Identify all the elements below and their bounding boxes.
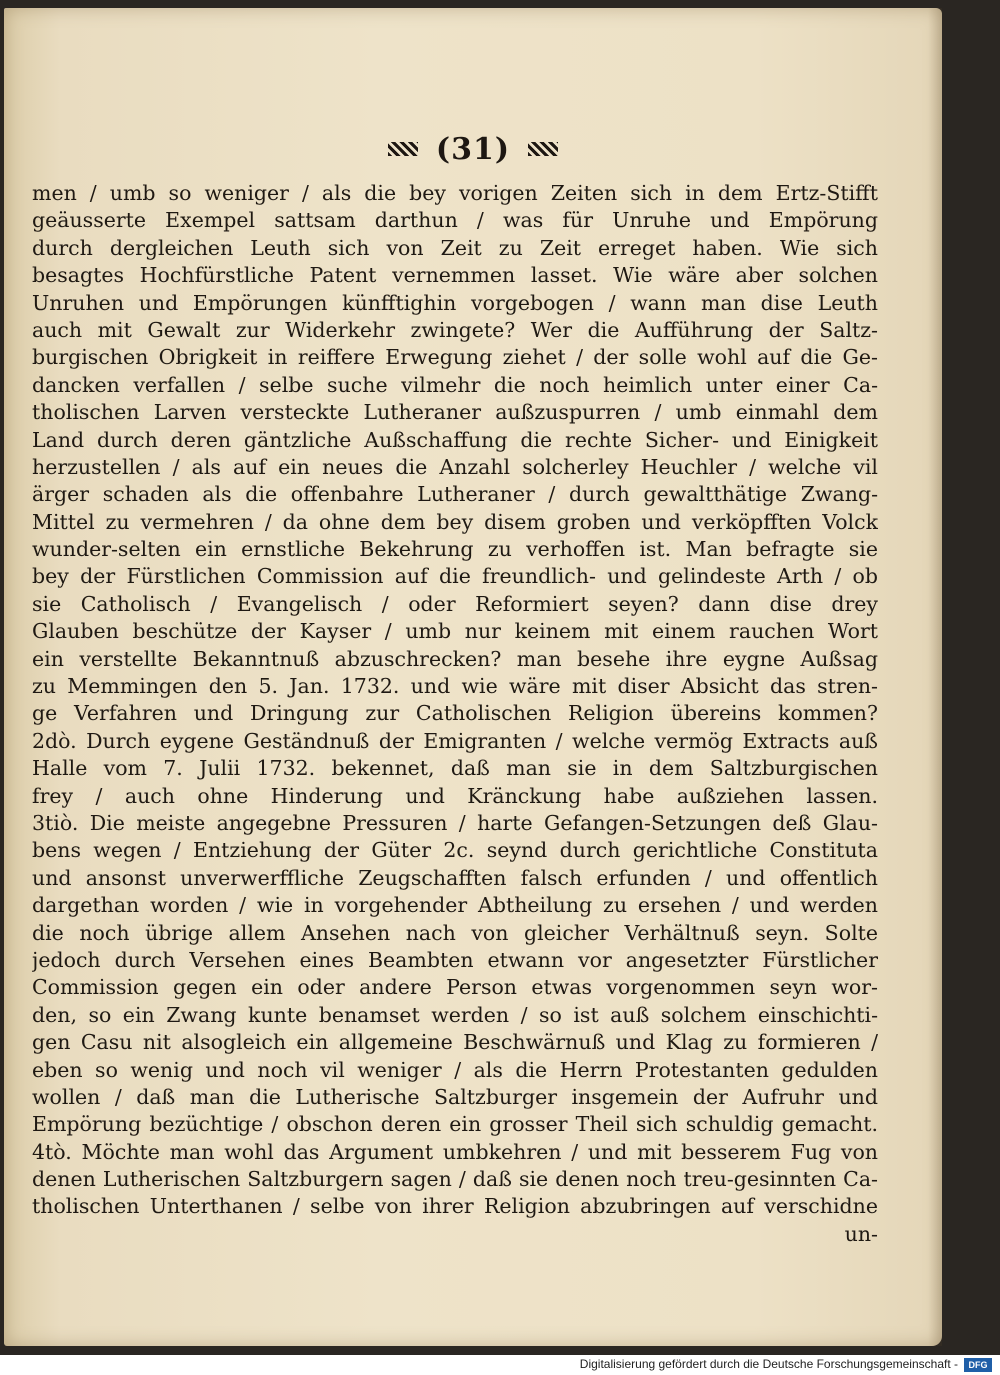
text-line: wollen / daß man die Lutherische Saltzburger insgemein der Aufruhr und <box>32 1084 878 1109</box>
text-line: den, so ein Zwang kunte benamset werden / so ist auß solchem einschichti- <box>32 1002 878 1027</box>
text-line: Mittel zu vermehren / da ohne dem bey disem groben und verköpfften Volck <box>32 509 878 534</box>
text-line: men / umb so weniger / als die bey vorigen Zeiten sich in dem Ertz-Stifft <box>32 181 878 205</box>
text-line: ein verstellte Bekanntnuß abzuschrecken? man besehe ihre eygne Außsag <box>32 646 878 671</box>
text-line: die noch übrige allem Ansehen nach von gleicher Verhältnuß seyn. Solte <box>32 920 878 945</box>
text-line: jedoch durch Versehen eines Beambten etwann vor angesetzter Fürstlicher <box>32 947 878 972</box>
text-line: und ansonst unverwerffliche Zeugschafften falsch erfunden / und offentlich <box>32 865 878 890</box>
dfg-logo: DFG <box>964 1358 992 1372</box>
text-line: dancken verfallen / selbe suche vilmehr die noch heimlich unter einer Ca- <box>32 372 878 397</box>
text-line: durch dergleichen Leuth sich von Zeit zu Zeit erreget haben. Wie sich <box>32 235 878 260</box>
text-body <box>32 180 878 1248</box>
text-line: Unruhen und Empörungen künfftighin vorgebogen / wann man dise Leuth <box>32 290 878 315</box>
text-line: Glauben beschütze der Kayser / umb nur keinem mit einem rauchen Wort <box>32 619 878 644</box>
text-line: Land durch deren gäntzliche Außschaffung die rechte Sicher- und Einigkeit <box>32 427 878 452</box>
text-line: tholischen Unterthanen / selbe von ihrer Religion abzubringen auf verschidne <box>32 1194 878 1219</box>
running-head <box>4 130 942 167</box>
text-line: bey der Fürstlichen Commission auf die freundlich- und gelindeste Arth / ob <box>32 564 878 589</box>
right-ornament-icon <box>528 142 558 156</box>
text-line: gen Casu nit alsogleich ein allgemeine Beschwärnuß und Klag zu formieren / <box>32 1030 878 1055</box>
text-line: 4tò. Möchte man wohl das Argument umbkehren / und mit besserem Fug von <box>32 1139 878 1164</box>
text-line: ge Verfahren und Dringung zur Catholischen Religion übereins kommen? <box>32 701 878 726</box>
text-line: tholischen Larven versteckte Lutheraner außzuspurren / umb einmahl dem <box>32 400 878 425</box>
text-line: bens wegen / Entziehung der Güter 2c. seynd durch gerichtliche Constituta <box>32 838 878 863</box>
text-line: wunder-selten ein ernstliche Bekehrung zu verhoffen ist. Man befragte sie <box>32 537 878 562</box>
text-line: auch mit Gewalt zur Widerkehr zwingete? Wer die Aufführung der Saltz- <box>32 317 878 342</box>
text-line: eben so wenig und noch vil weniger / als die Herrn Protestanten gedulden <box>32 1057 878 1082</box>
text-line: zu Memmingen den 5. Jan. 1732. und wie wäre mit diser Absicht das stren- <box>32 674 878 699</box>
text-line: geäusserte Exempel sattsam darthun / was für Unruhe und Empörung <box>32 208 878 233</box>
text-line: un- <box>844 1221 878 1246</box>
book-page <box>4 8 942 1346</box>
text-line: Commission gegen ein oder andere Person etwas vorgenommen seyn wor- <box>32 975 878 1000</box>
text-line: frey / auch ohne Hinderung und Kränckung habe außziehen lassen. <box>32 783 878 808</box>
text-line: herzustellen / als auf ein neues die Anzahl solcherley Heuchler / welche vil <box>32 454 878 479</box>
text-line: Empörung bezüchtige / obschon deren ein grosser Theil sich schuldig gemacht. <box>32 1112 878 1137</box>
text-line: 3tiò. Die meiste angegebne Pressuren / harte Gefangen-Setzungen deß Glau- <box>32 810 878 835</box>
digitization-credit: Digitalisierung gefördert durch die Deutsche Forschungsgemeinschaft - <box>579 1357 958 1371</box>
left-ornament-icon <box>388 142 418 156</box>
text-line: ärger schaden als die offenbahre Lutheraner / durch gewaltthätige Zwang- <box>32 482 878 507</box>
text-line: sie Catholisch / Evangelisch / oder Reformiert seyen? dann dise drey <box>32 591 878 616</box>
page-number: (31) <box>435 131 511 167</box>
text-line: Halle vom 7. Julii 1732. bekennet, daß man sie in dem Saltzburgischen <box>32 756 878 781</box>
text-line: burgischen Obrigkeit in reiffere Erwegung ziehet / der solle wohl auf die Ge- <box>32 345 878 370</box>
text-line: 2dò. Durch eygene Geständnuß der Emigranten / welche vermög Extracts auß <box>32 728 878 753</box>
text-line: dargethan worden / wie in vorgehender Abtheilung zu ersehen / und werden <box>32 893 878 918</box>
text-line: besagtes Hochfürstliche Patent vernemmen lasset. Wie wäre aber solchen <box>32 263 878 288</box>
text-line: denen Lutherischen Saltzburgern sagen / daß sie denen noch treu-gesinnten Ca- <box>32 1167 878 1192</box>
footer-bar <box>0 1355 1000 1375</box>
